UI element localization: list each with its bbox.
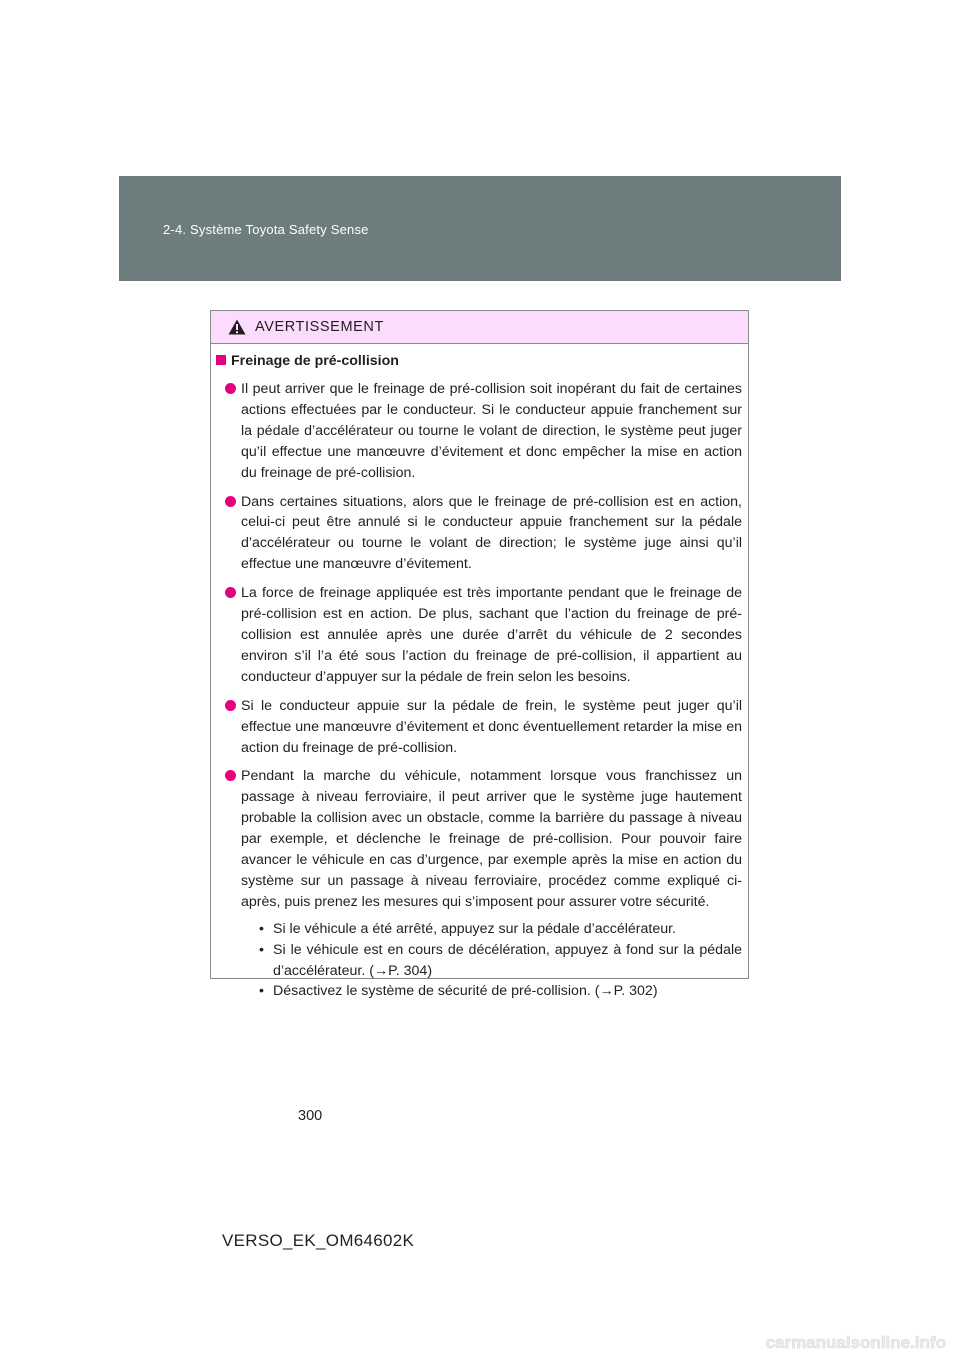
sub-bullet-icon: • (259, 941, 264, 958)
square-bullet-icon (216, 355, 226, 365)
sub-bullet-icon: • (259, 920, 264, 937)
round-bullet-icon (225, 383, 236, 394)
warning-title: AVERTISSEMENT (255, 319, 384, 335)
round-bullet-icon (225, 770, 236, 781)
warning-item (225, 379, 742, 484)
round-bullet-icon (225, 587, 236, 598)
section-heading-text: Freinage de pré-collision (231, 353, 399, 369)
warning-item-text: Pendant la marche du véhicule, notamment lorsque vous franchissez un passage à niveau ferroviaire, il peut arriver que le système juge hautement probable la collision avec un obstacle, comme la barrière du passage à niveau par exemple, et déclenche le freinage de pré-collision. Pour pouvoir faire avancer le véhicule en cas d’urgence, par exemple après la mise en action du système sur un passage à niveau ferroviaire, procédez comme expliqué ci-après, puis prenez les mesures qui s’imposent pour assurer votre sécurité. (241, 768, 742, 910)
svg-text:carmanualsonline.info: carmanualsonline.info (765, 1333, 946, 1352)
section-heading (216, 353, 399, 369)
warning-item (225, 583, 742, 688)
sub-list-item (257, 940, 742, 982)
warning-list (225, 379, 742, 1010)
warning-item (225, 696, 742, 759)
round-bullet-icon (225, 700, 236, 711)
warning-item (225, 766, 742, 1002)
sub-list (241, 919, 742, 1003)
section-title: 2-4. Système Toyota Safety Sense (163, 222, 369, 237)
sub-list-item-text: Désactivez le système de sécurité de pré-collision. (→P. 302) (273, 983, 658, 1000)
warning-item-text: Il peut arriver que le freinage de pré-collision soit inopérant du fait de certaines actions effectuées par le conducteur. Si le conducteur appuie franchement sur la pédale d’accélérateur ou tourne le volant de direction, le système peut juger qu’il effectue une manœuvre d’évitement et donc empêcher la mise en action du freinage de pré-collision. (241, 381, 742, 481)
sub-list-item (257, 981, 742, 1002)
warning-item-text: Dans certaines situations, alors que le freinage de pré-collision est en action, celui-ci peut être annulé si le conducteur appuie franchement sur la pédale d’accélérateur ou tourne le volant de direction; le système juge ainsi qu’il effectue une manœuvre d’évitement. (241, 493, 742, 573)
warning-box (210, 310, 749, 1000)
warning-header (211, 311, 748, 344)
page-number: 300 (298, 1108, 323, 1124)
sub-list-item-text: Si le véhicule est en cours de décélération, appuyez à fond sur la pédale d’accélérateur. (→P. 304) (273, 941, 742, 979)
warning-item-text: Si le conducteur appuie sur la pédale de frein, le système peut juger qu’il effectue une manœuvre d’évitement et donc éventuellement retarder la mise en action du freinage de pré-collision. (241, 697, 742, 756)
round-bullet-icon (225, 496, 236, 507)
document-code: VERSO_EK_OM64602K (222, 1231, 415, 1250)
watermark-logo (710, 1328, 950, 1354)
warning-item (225, 492, 742, 576)
sub-list-item (257, 919, 742, 940)
warning-triangle-icon (228, 319, 246, 335)
sub-list-item-text: Si le véhicule a été arrêté, appuyez sur la pédale d’accélérateur. (273, 920, 677, 937)
sub-bullet-icon: • (259, 983, 264, 1000)
warning-item-text: La force de freinage appliquée est très importante pendant que le freinage de pré-collision est en action. De plus, sachant que l’action du freinage de pré-collision est annulée après une durée d’arrêt du véhicule de 2 secondes environ s’il l’a été sous l’action du freinage de pré-collision, il appartient au conducteur d’appuyer sur la pédale de frein selon les besoins. (241, 585, 742, 685)
header-band (119, 176, 841, 281)
